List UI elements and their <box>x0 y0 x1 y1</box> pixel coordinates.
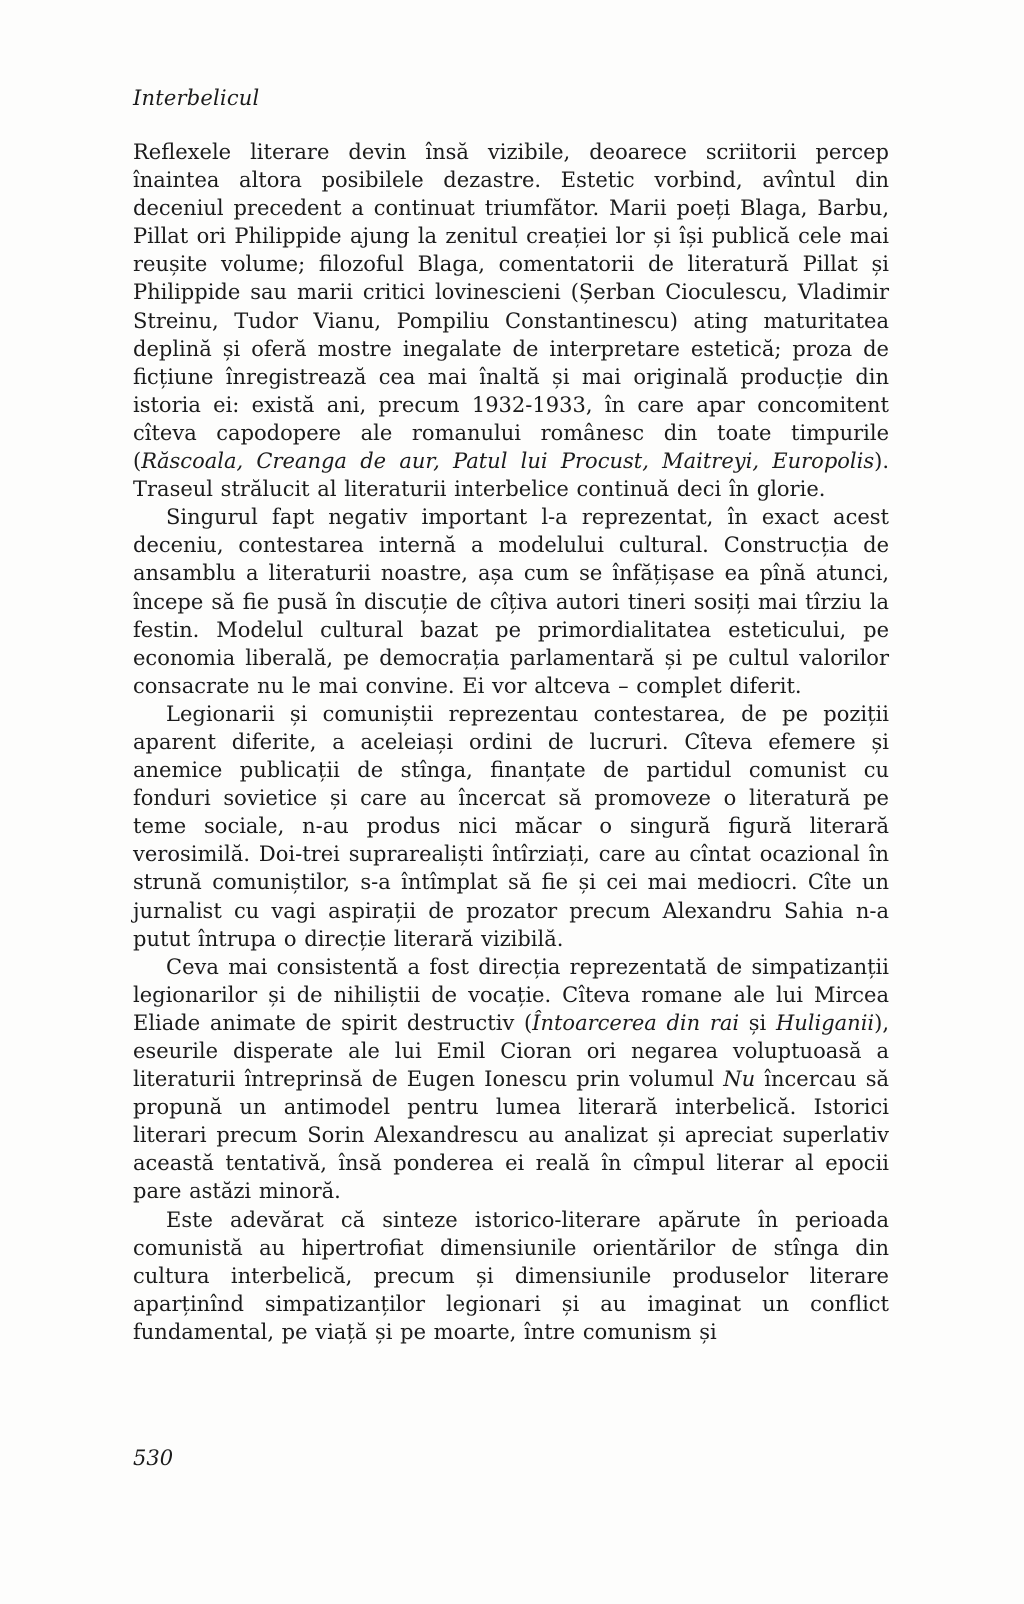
page-content <box>133 86 889 1346</box>
italic-text-segment: Întoarcerea din rai <box>532 1010 740 1035</box>
text-segment: Este adevărat că sinteze istorico-literare apărute în perioada comunistă au hipertrofiat dimensiunile orientărilor de stînga din cultura interbelică, precum și dimensiunile produselor literare aparținînd simpatizanților legionari și au imaginat un conflict fundamental, pe viață și pe moarte, între comunism și <box>133 1207 889 1344</box>
paragraph <box>133 138 889 503</box>
body-text <box>133 138 889 1346</box>
text-segment: Reflexele literare devin însă vizibile, deoarece scriitorii percep înaintea altora posibilele dezastre. Estetic vorbind, avîntul din deceniul precedent a continuat triumfător. Marii poeți Blaga, Barbu, Pillat ori Philippide ajung la zenitul creației lor și își publică cele mai reușite volume; filozoful Blaga, comentatorii de literatură Pillat și Philippide sau marii critici lovinescieni (Șerban Cioculescu, Vladimir Streinu, Tudor Vianu, Pompiliu Constantinescu) ating maturitatea deplină și oferă mostre inegalate de interpretare estetică; proza de ficțiune înregistrează cea mai înaltă și mai originală producție din istoria ei: există ani, precum 1932-1933, în care apar concomitent cîteva capodopere ale romanului românesc din toate timpurile ( <box>133 140 889 474</box>
italic-text-segment: Huliganii <box>775 1010 875 1035</box>
running-header: Interbelicul <box>133 86 260 110</box>
text-segment: Singurul fapt negativ important l-a reprezentat, în exact acest deceniu, contestarea internă a modelului cultural. Construcția de ansamblu a literaturii noastre, așa cum se înfățișase ea pînă atunci, începe să fie pusă în discuție de cîțiva autori tineri sosiți mai tîrziu la festin. Modelul cultural bazat pe primordialitatea esteticului, pe economia liberală, pe democrația parlamentară și pe cultul valorilor consacrate nu le mai convine. Ei vor altceva – complet diferit. <box>133 505 889 698</box>
paragraph <box>133 503 889 700</box>
paragraph <box>133 953 889 1206</box>
page-number: 530 <box>133 1446 174 1470</box>
paragraph <box>133 700 889 953</box>
text-segment: încercau să propună un antimodel pentru lumea literară interbelică. Istorici literari precum Sorin Alexandrescu au analizat și apreciat superlativ această tentativă, însă ponderea ei reală în cîmpul literar al epocii pare astăzi minoră. <box>133 1067 889 1204</box>
text-segment: Ceva mai consistentă a fost direcția reprezentată de simpatizanții legionarilor și de nihiliștii de vocație. Cîteva romane ale lui Mircea Eliade animate de spirit destructiv ( <box>133 954 889 1035</box>
text-segment: ). Traseul strălucit al literaturii interbelice continuă deci în glorie. <box>133 449 889 502</box>
text-segment: și <box>739 1010 776 1035</box>
italic-text-segment: Răscoala, Creanga de aur, Patul lui Procust, Maitreyi, Europolis <box>141 449 875 474</box>
text-segment: ), eseurile disperate ale lui Emil Cioran ori negarea voluptuoasă a literaturii întreprinsă de Eugen Ionescu prin volumul <box>133 1010 890 1092</box>
italic-text-segment: Nu <box>723 1067 756 1092</box>
text-segment: Legionarii și comuniștii reprezentau contestarea, de pe poziții aparent diferite, a aceleiași ordini de lucruri. Cîteva efemere și anemice publicații de stînga, finanțate de partidul comunist cu fonduri sovietice și care au încercat să promoveze o literatură pe teme sociale, n-au produs nici măcar o singură figură literară verosimilă. Doi-trei suprarealiști întîrziați, care au cîntat ocazional în strună comuniștilor, s-a întîmplat să fie și cei mai mediocri. Cîte un jurnalist cu vagi aspirații de prozator precum Alexandru Sahia n-a putut întrupa o direcție literară vizibilă. <box>133 701 889 951</box>
paragraph <box>133 1206 889 1346</box>
